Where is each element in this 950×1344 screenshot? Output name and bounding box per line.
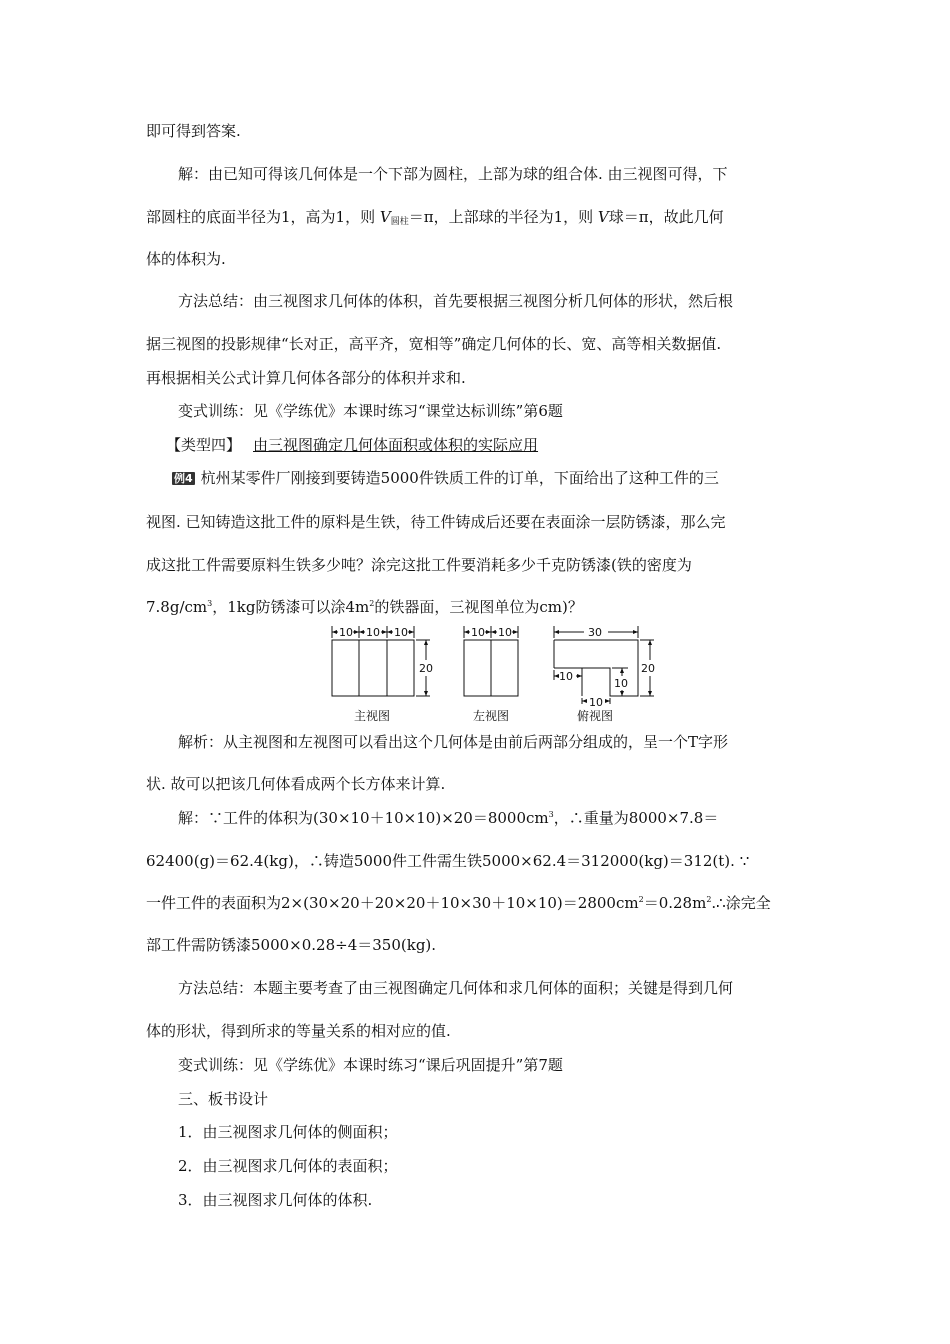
method-summary-line: 方法总结：由三视图求几何体的体积，首先要根据三视图分析几何体的形状，然后根 (178, 292, 734, 310)
section-heading: 三、板书设计 (178, 1090, 269, 1108)
front-view-caption: 主视图 (354, 709, 391, 723)
text-line: 成这批工件需要原料生铁多少吨？涂完这批工件要消耗多少千克防锈漆(铁的密度为 (146, 556, 692, 574)
text-line: 部工件需防锈漆5000×0.28÷4＝350(kg). (146, 936, 437, 954)
variant-training-line: 变式训练：见《学练优》本课时练习“课后巩固提升”第7题 (178, 1056, 563, 1074)
example-badge: 例4 (174, 472, 193, 485)
solution-line: 解：∵工件的体积为$(30\times 10+10\times 10)\times 20=8000cm^3$，∴重量为8000×7.8＝ (178, 809, 719, 827)
list-item: 2．由三视图求几何体的表面积； (178, 1157, 398, 1175)
dim-label: 20 (419, 662, 433, 675)
example-line: 例4 杭州某零件厂刚接到要铸造5000件铁质工件的订单，下面给出了这种工件的三 (174, 469, 719, 487)
text-line: 62400(g)＝62.4(kg)，∴铸造5000件工件需生铁5000×62.4＝312000(kg)＝312(t). ∵ (146, 852, 750, 870)
text-line: 据三视图的投影规律“长对正，高平齐，宽相等”确定几何体的长、宽、高等相关数据值. (146, 335, 722, 353)
text-line: 即可得到答案. (146, 122, 241, 140)
list-item: 3．由三视图求几何体的体积. (178, 1191, 373, 1209)
solution-line: 解：由已知可得该几何体是一个下部为圆柱，上部为球的组合体. 由三视图可得，下 (178, 165, 728, 183)
dim-label: 30 (588, 626, 602, 639)
type-heading: 【类型四】 由三视图确定几何体面积或体积的实际应用 (166, 436, 539, 454)
front-view-outline (332, 640, 414, 696)
dim-label: 10 (498, 626, 512, 639)
dim-label: 10 (366, 626, 380, 639)
dim-label: 20 (641, 662, 655, 675)
text-line: 一件工件的表面积为$2\times(30\times 20+20\times 20+10\times 30+10\times 10)=2800cm^2=0.28m^2.\therefore$涂完全 (146, 894, 771, 912)
text-line: 再根据相关公式计算几何体各部分的体积并求和. (146, 369, 466, 387)
side-view-caption: 左视图 (473, 709, 510, 723)
analysis-line: 解析：从主视图和左视图可以看出这个几何体是由前后两部分组成的，呈一个T字形 (178, 733, 729, 751)
text-line: 状. 故可以把该几何体看成两个长方体来计算. (146, 775, 446, 793)
text-line: $7.8g/cm^3$，1kg防锈漆可以涂$4m^2$的铁器面，三视图单位为cm)？ (146, 598, 583, 616)
dim-label: 10 (471, 626, 485, 639)
dim-label: 10 (589, 696, 603, 709)
text-line: 体的形状，得到所求的等量关系的相对应的值. (146, 1022, 451, 1040)
method-summary-line: 方法总结：本题主要考查了由三视图确定几何体和求几何体的面积；关键是得到几何 (178, 979, 734, 997)
variant-training-line: 变式训练：见《学练优》本课时练习“课堂达标训练”第6题 (178, 402, 563, 420)
text-line: 视图. 已知铸造这批工件的原料是生铁，待工件铸成后还要在表面涂一层防锈漆，那么完 (146, 513, 726, 531)
text-line: 部圆柱的底面半径为1，高为1，则 $V_{圆柱}=\pi$，上部球的半径为1，则 V球＝π，故此几何 (146, 208, 724, 227)
top-view-caption: 俯视图 (577, 709, 614, 723)
dim-label: 10 (394, 626, 408, 639)
list-item: 1．由三视图求几何体的侧面积； (178, 1123, 398, 1141)
dim-label: 10 (614, 677, 628, 690)
text-line: 体的体积为. (146, 250, 226, 268)
dim-label: 10 (559, 670, 573, 683)
dim-label: 10 (339, 626, 353, 639)
three-view-figure (318, 620, 658, 724)
